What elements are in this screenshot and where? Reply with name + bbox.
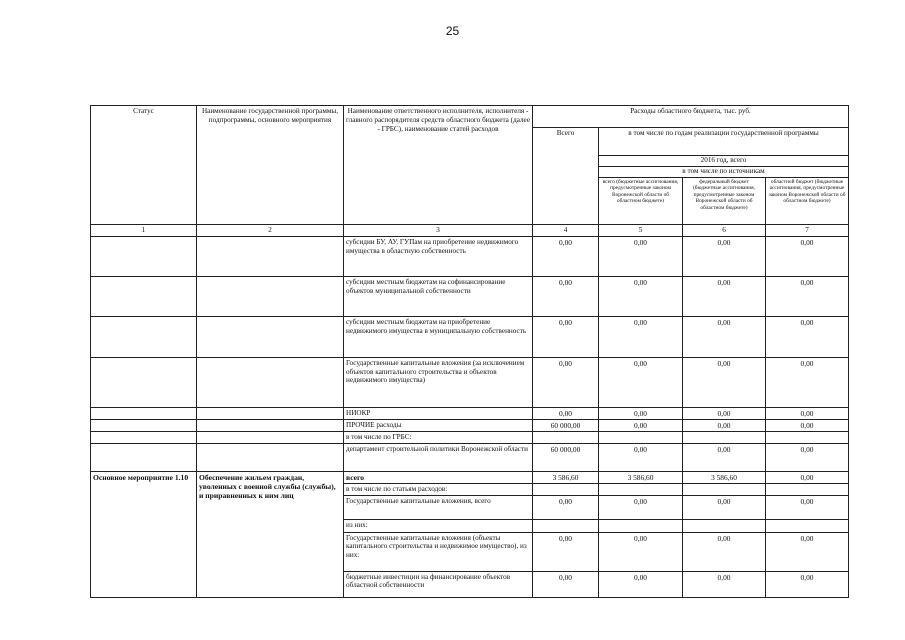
program-cell (197, 431, 344, 443)
value-total: 0,00 (533, 357, 599, 407)
row-name: в том числе по ГРБС: (344, 431, 533, 443)
column-number: 6 (683, 225, 766, 237)
value-federal: 0,00 (683, 571, 766, 597)
value-total: 60 000,00 (533, 443, 599, 471)
value-federal: 0,00 (683, 495, 766, 519)
row-name: субсидии местным бюджетам на приобретение недвижимого имущества в муниципальную собственность (344, 316, 533, 357)
program-cell (197, 357, 344, 407)
header-by-years: в том числе по годам реализации государственной программы (599, 128, 849, 156)
column-number: 4 (533, 225, 599, 237)
value-total (533, 431, 599, 443)
row-name: Государственные капитальные вложения (за исключением объектов капитального строительства и объектов недвижимого имущества) (344, 357, 533, 407)
column-number: 5 (599, 225, 683, 237)
status-cell (91, 316, 197, 357)
program-cell (197, 419, 344, 431)
status-cell (91, 357, 197, 407)
header-status: Статус (91, 106, 197, 225)
table-row (91, 471, 849, 483)
row-name: ПРОЧИЕ расходы (344, 419, 533, 431)
row-name: НИОКР (344, 407, 533, 419)
value-total: 60 000,00 (533, 419, 599, 431)
column-number: 2 (197, 225, 344, 237)
table-row (91, 443, 849, 471)
header-source-regional: областной бюджет (бюджетные ассигнования, предусмотренные законом Воронежской области об областном бюджете) (766, 178, 849, 225)
row-name: Государственные капитальные вложения (объекты капитального строительства и недвижимое имущество), из них: (344, 532, 533, 571)
row-name: из них: (344, 519, 533, 532)
value-regional: 0,00 (766, 443, 849, 471)
value-regional (766, 519, 849, 532)
header-expenses-title: Расходы областного бюджета, тыс. руб. (533, 106, 849, 128)
column-number: 3 (344, 225, 533, 237)
program-cell (197, 316, 344, 357)
measure-name: Обеспечение жильем граждан, уволенных с военной службы (службы), и приравненных к ним лиц (197, 471, 344, 597)
value-all (599, 483, 683, 495)
table-row (91, 419, 849, 431)
value-federal: 0,00 (683, 276, 766, 316)
value-regional: 0,00 (766, 532, 849, 571)
value-total: 0,00 (533, 495, 599, 519)
value-federal: 0,00 (683, 443, 766, 471)
value-all: 0,00 (599, 571, 683, 597)
value-total: 0,00 (533, 571, 599, 597)
value-all: 0,00 (599, 276, 683, 316)
value-federal (683, 483, 766, 495)
status-cell (91, 276, 197, 316)
header-total: Всего (533, 128, 599, 225)
page-number: 25 (445, 24, 460, 38)
header-year-total: 2016 год, всего (599, 156, 849, 167)
column-number: 1 (91, 225, 197, 237)
value-total (533, 483, 599, 495)
value-all: 0,00 (599, 357, 683, 407)
value-federal: 3 586,60 (683, 471, 766, 483)
value-regional: 0,00 (766, 495, 849, 519)
value-total: 0,00 (533, 532, 599, 571)
table-row (91, 316, 849, 357)
row-name: субсидии БУ, АУ, ГУПам на приобретение недвижимого имущества в областную собственность (344, 236, 533, 276)
value-all: 0,00 (599, 532, 683, 571)
row-name: субсидии местным бюджетам на софинансирование объектов муниципальной собственности (344, 276, 533, 316)
value-regional: 0,00 (766, 236, 849, 276)
value-all: 0,00 (599, 419, 683, 431)
header-by-sources: в том числе по источникам (599, 167, 849, 178)
program-cell (197, 407, 344, 419)
program-cell (197, 443, 344, 471)
value-total: 0,00 (533, 276, 599, 316)
value-total: 0,00 (533, 316, 599, 357)
value-federal: 0,00 (683, 532, 766, 571)
column-number: 7 (766, 225, 849, 237)
status-cell (91, 236, 197, 276)
value-total: 0,00 (533, 407, 599, 419)
value-all (599, 519, 683, 532)
value-regional: 0,00 (766, 357, 849, 407)
value-federal: 0,00 (683, 419, 766, 431)
value-total (533, 519, 599, 532)
measure-status: Основное мероприятие 1.10 (91, 471, 197, 597)
value-regional: 0,00 (766, 407, 849, 419)
value-all: 0,00 (599, 316, 683, 357)
value-total: 3 586,60 (533, 471, 599, 483)
table-row (91, 407, 849, 419)
header-source-federal: федеральный бюджет (бюджетные ассигнования, предусмотренные законом Воронежской области об областном бюджете) (683, 178, 766, 225)
value-federal (683, 431, 766, 443)
program-cell (197, 236, 344, 276)
status-cell (91, 443, 197, 471)
row-name: Государственные капитальные вложения, всего (344, 495, 533, 519)
value-federal: 0,00 (683, 316, 766, 357)
header-program-name: Наименование государственной программы, подпрограммы, основного мероприятия (197, 106, 344, 225)
row-name: департамент строительной политики Воронежской области (344, 443, 533, 471)
header-executor: Наименование ответственного исполнителя, исполнителя - главного распорядителя средств областного бюджета (далее - ГРБС), наименование статей расходов (344, 106, 533, 225)
value-regional: 0,00 (766, 276, 849, 316)
table-row (91, 236, 849, 276)
value-federal: 0,00 (683, 357, 766, 407)
value-all: 3 586,60 (599, 471, 683, 483)
value-all: 0,00 (599, 495, 683, 519)
status-cell (91, 431, 197, 443)
value-all: 0,00 (599, 236, 683, 276)
value-regional: 0,00 (766, 571, 849, 597)
status-cell (91, 407, 197, 419)
value-regional: 0,00 (766, 419, 849, 431)
value-all: 0,00 (599, 443, 683, 471)
table-row (91, 431, 849, 443)
value-regional (766, 483, 849, 495)
value-regional: 0,00 (766, 471, 849, 483)
row-name: бюджетные инвестиции на финансирование объектов областной собственности (344, 571, 533, 597)
value-regional (766, 431, 849, 443)
value-federal: 0,00 (683, 236, 766, 276)
table-row (91, 357, 849, 407)
program-cell (197, 276, 344, 316)
value-total: 0,00 (533, 236, 599, 276)
value-federal: 0,00 (683, 407, 766, 419)
status-cell (91, 419, 197, 431)
value-federal (683, 519, 766, 532)
budget-table (90, 105, 849, 598)
row-name: в том числе по статьям расходов: (344, 483, 533, 495)
value-regional: 0,00 (766, 316, 849, 357)
table-row (91, 276, 849, 316)
value-all: 0,00 (599, 407, 683, 419)
row-name: всего (344, 471, 533, 483)
value-all (599, 431, 683, 443)
header-source-all: всего (бюджетные ассигнования, предусмотренные законом Воронежской области об областном бюджете) (599, 178, 683, 225)
